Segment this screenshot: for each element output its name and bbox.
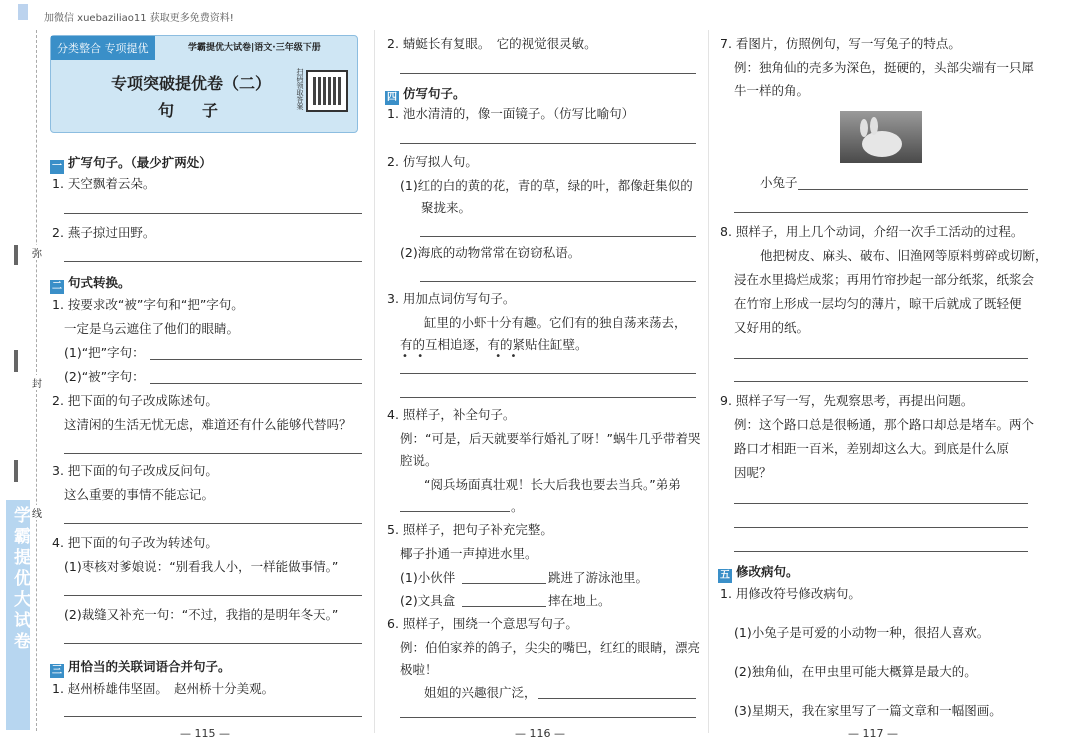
question-text: 例：独角仙的壳多为深色，挺硬的，头部尖端有一只犀 (734, 60, 1035, 75)
column-divider (374, 30, 375, 733)
question-text: 椰子扑通一声掉进水里。 (400, 546, 538, 561)
header-tag: 分类整合 专项提优 (51, 36, 155, 60)
question-text: 路口才相距一百米，差别却这么大。到底是什么原 (734, 441, 1010, 456)
question-text: (2)文具盒 (400, 593, 456, 608)
question-text: (1)枣核对爹娘说：“别看我人小，一样能做事情。” (64, 559, 339, 574)
section-2-title (50, 273, 131, 294)
page-title: 专项突破提优卷（二） (111, 74, 272, 93)
answer-line[interactable] (400, 373, 696, 374)
header-card (50, 35, 358, 133)
question-text: 浸在水里捣烂成浆；再用竹帘抄起一部分纸浆，纸浆会 (734, 272, 1035, 287)
emphasis-dots: • • • • (402, 351, 518, 362)
question-text: 姐姐的兴趣很广泛， (424, 685, 537, 700)
answer-line[interactable] (64, 595, 362, 596)
section-3-title (50, 657, 231, 678)
answer-line[interactable] (64, 716, 362, 717)
question-text: 1. 按要求改“被”字句和“把”字句。 (52, 297, 244, 312)
seal-char-1: 弥 (32, 245, 42, 260)
question-text: 例：这个路口总是很畅通，那个路口却总是堵车。两个 (734, 417, 1035, 432)
column-divider (708, 30, 709, 733)
question-text: 这清闲的生活无忧无虑，难道还有什么能够代替吗？ (64, 417, 352, 432)
answer-line[interactable] (462, 606, 546, 607)
question-text: (1)小伙伴 (400, 570, 456, 585)
answer-line[interactable] (400, 73, 696, 74)
margin-mark (14, 460, 18, 482)
question-text: 例：伯伯家养的鸽子，尖尖的嘴巴，红红的眼睛，漂亮 (400, 640, 701, 655)
question-text: 3. 把下面的句子改成反问句。 (52, 463, 218, 478)
question-text: 9. 照样子写一写，先观察思考，再提出问题。 (720, 393, 974, 408)
page-subtitle: 句 子 (157, 101, 224, 120)
question-text: 极啦！ (400, 662, 438, 677)
question-text: 6. 照样子，围绕一个意思写句子。 (387, 616, 578, 631)
question-text: 小兔子 (760, 175, 798, 190)
question-text: (1)“把”字句： (64, 345, 145, 360)
question-text: 例：“可是，后天就要举行婚礼了呀！”蜗牛几乎带着哭 (400, 431, 701, 446)
question-text: 1. 天空飘着云朵。 (52, 176, 156, 191)
question-text: 1. 赵州桥雄伟坚固。 赵州桥十分美观。 (52, 681, 275, 696)
header-series: 学霸提优大试卷|语文·三年级下册 (188, 43, 321, 53)
answer-line[interactable] (420, 236, 696, 237)
section-label: 句式转换。 (68, 275, 131, 290)
answer-line[interactable] (798, 189, 1028, 190)
section-label: 用恰当的关联词语合并句子。 (68, 659, 231, 674)
seal-char-2: 封 (32, 375, 42, 390)
qr-code (306, 70, 348, 112)
answer-line[interactable] (538, 698, 696, 699)
question-text: “阅兵场面真壮观！长大后我也要去当兵。”弟弟 (424, 477, 681, 492)
question-text: 7. 看图片，仿照例句，写一写兔子的特点。 (720, 36, 961, 51)
question-text: 8. 照样子，用上几个动词，介绍一次手工活动的过程。 (720, 224, 1024, 239)
question-text: 又好用的纸。 (734, 320, 810, 335)
question-text: 。 (511, 499, 524, 514)
question-text: 在竹帘上形成一层均匀的薄片，晾干后就成了既轻便 (734, 296, 1022, 311)
question-text: 1. 用修改符号修改病句。 (720, 586, 861, 601)
question-text: 牛一样的角。 (734, 83, 810, 98)
section-4-title (385, 84, 466, 105)
question-text: 4. 照样子，补全句子。 (387, 407, 516, 422)
question-text: 因呢？ (734, 465, 772, 480)
question-text: 2. 把下面的句子改成陈述句。 (52, 393, 218, 408)
question-text: (2)“被”字句： (64, 369, 145, 384)
question-text: 腔说。 (400, 453, 438, 468)
watermark: 加微信 xuebaziliao11 获取更多免费资料! (44, 13, 234, 24)
question-text: 有的互相追逐，有的紧贴住缸壁。 (400, 337, 588, 352)
question-text: 2. 燕子掠过田野。 (52, 225, 156, 240)
section-5-title (718, 562, 799, 583)
section-number: 五 (720, 570, 730, 581)
question-text: 1. 池水清清的，像一面镜子。（仿写比喻句） (387, 106, 635, 121)
answer-line[interactable] (150, 383, 362, 384)
question-text: (1)小兔子是可爱的小动物一种，很招人喜欢。 (734, 625, 990, 640)
question-text: (1)红的白的黄的花，青的草，绿的叶，都像赶集似的 (400, 178, 693, 193)
question-text: 2. 蜻蜓长有复眼。 它的视觉很灵敏。 (387, 36, 597, 51)
page-number: — 115 — (180, 727, 230, 740)
section-number: 三 (52, 665, 62, 676)
section-1-title (50, 153, 212, 174)
answer-line[interactable] (400, 717, 696, 718)
spine-band (6, 500, 30, 730)
answer-line[interactable] (400, 143, 696, 144)
section-number: 一 (52, 161, 62, 172)
question-text: 3. 用加点词仿写句子。 (387, 291, 516, 306)
page-number: — 117 — (848, 727, 898, 740)
question-text: 这么重要的事情不能忘记。 (64, 487, 215, 502)
margin-mark (14, 350, 18, 372)
answer-line[interactable] (400, 397, 696, 398)
answer-line[interactable] (734, 358, 1028, 359)
answer-line[interactable] (64, 643, 362, 644)
page-number: — 116 — (515, 727, 565, 740)
question-text: 5. 照样子，把句子补充完整。 (387, 522, 553, 537)
margin-mark (14, 245, 18, 265)
answer-line[interactable] (400, 511, 510, 512)
question-text: (2)裁缝又补充一句：“不过，我指的是明年冬天。” (64, 607, 339, 622)
answer-line[interactable] (64, 213, 362, 214)
binding-margin (0, 0, 40, 741)
question-text: 一定是乌云遮住了他们的眼睛。 (64, 321, 240, 336)
question-text: 他把树皮、麻头、破布、旧渔网等原料剪碎或切断， (760, 248, 1048, 263)
question-text: (3)星期天，我在家里写了一篇文章和一幅图画。 (734, 703, 1002, 718)
section-label: 扩写句子。（最少扩两处） (68, 155, 212, 170)
rabbit-photo (840, 111, 922, 163)
question-text: 跳进了游泳池里。 (548, 570, 649, 585)
question-text: 聚拢来。 (421, 200, 472, 215)
answer-line[interactable] (64, 523, 362, 524)
answer-line[interactable] (734, 212, 1028, 213)
answer-line[interactable] (64, 453, 362, 454)
seal-char-3: 线 (32, 505, 42, 520)
answer-line[interactable] (734, 381, 1028, 382)
question-text: (2)海底的动物常常在窃窃私语。 (400, 245, 581, 260)
section-label: 修改病句。 (736, 564, 799, 579)
qr-caption: 扫码领取答案 (296, 68, 304, 110)
answer-line[interactable] (734, 551, 1028, 552)
answer-line[interactable] (734, 527, 1028, 528)
question-text: 缸里的小虾十分有趣。它们有的独自荡来荡去， (424, 315, 687, 330)
answer-line[interactable] (462, 583, 546, 584)
section-number: 二 (52, 281, 62, 292)
question-text: 摔在地上。 (548, 593, 611, 608)
answer-line[interactable] (734, 503, 1028, 504)
question-text: 2. 仿写拟人句。 (387, 154, 478, 169)
question-text: 4. 把下面的句子改为转述句。 (52, 535, 218, 550)
question-text: (2)独角仙，在甲虫里可能大概算是最大的。 (734, 664, 977, 679)
section-number: 四 (387, 92, 397, 103)
answer-line[interactable] (150, 359, 362, 360)
answer-line[interactable] (64, 261, 362, 262)
answer-line[interactable] (420, 281, 696, 282)
spine-vertical-title: 学霸提优大试卷 (10, 506, 30, 653)
section-label: 仿写句子。 (403, 86, 466, 101)
